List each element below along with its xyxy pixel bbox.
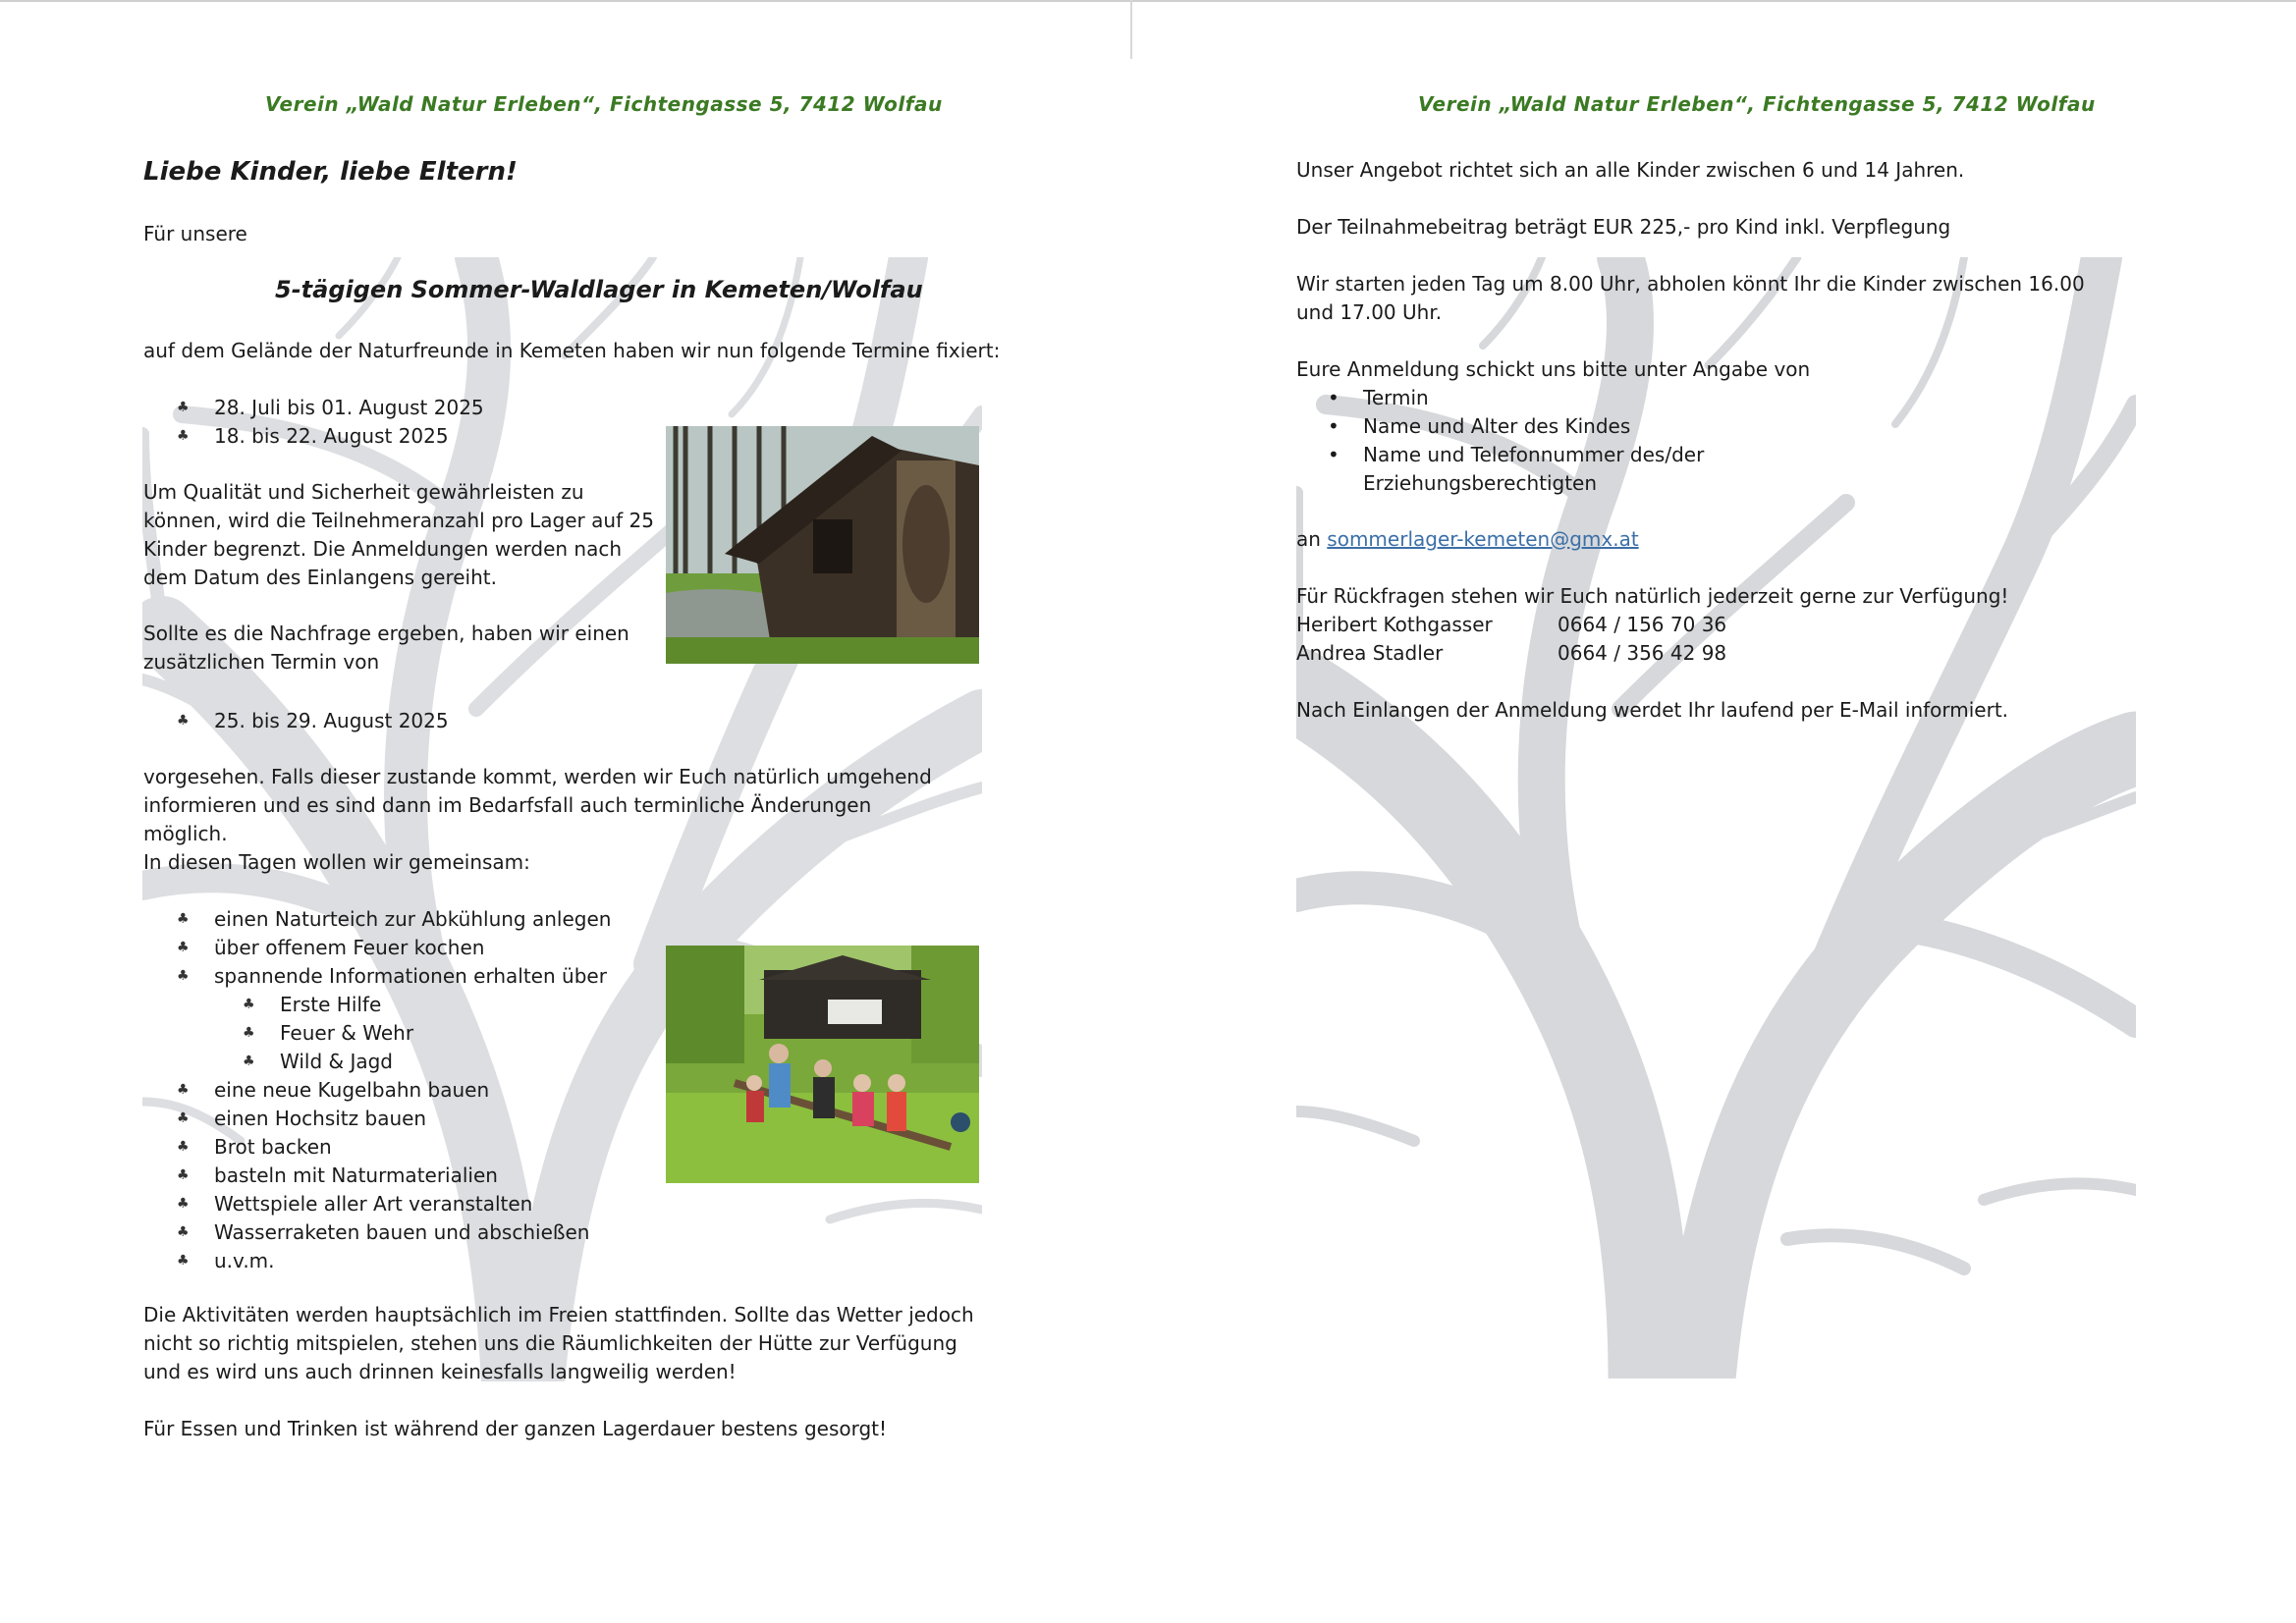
demand-text: Sollte es die Nachfrage ergeben, haben wir einen zusätzlichen Termin von xyxy=(143,622,629,674)
list-item: ♣ Feuer & Wehr xyxy=(177,1019,611,1048)
list-item: ♣ eine neue Kugelbahn bauen xyxy=(177,1076,611,1105)
location-text: auf dem Gelände der Naturfreunde in Kemeten haben wir nun folgende Termine fixiert: xyxy=(143,339,1001,362)
greeting-heading: Liebe Kinder, liebe Eltern! xyxy=(143,157,518,187)
bullet-icon: ♣ xyxy=(177,968,190,984)
list-item: ♣ 18. bis 22. August 2025 xyxy=(177,422,484,451)
bullet-icon: ♣ xyxy=(177,1224,190,1240)
right-page xyxy=(1149,0,2296,1623)
bullet-icon: ♣ xyxy=(177,911,190,927)
age-text: Unser Angebot richtet sich an alle Kinder zwischen 6 und 14 Jahren. xyxy=(1296,158,1965,182)
bullet-icon: ♣ xyxy=(177,1196,190,1212)
food-text: Für Essen und Trinken ist während der ganzen Lagerdauer bestens gesorgt! xyxy=(143,1417,888,1440)
list-item: ♣ Brot backen xyxy=(177,1133,611,1162)
list-item: • Name und Alter des Kindes xyxy=(1296,412,1827,441)
contact-phone: 0664 / 356 42 98 xyxy=(1558,641,1727,665)
list-item: ♣ 25. bis 29. August 2025 xyxy=(177,707,449,735)
activities-intro: In diesen Tagen wollen wir gemeinsam: xyxy=(143,850,530,874)
contact-phone: 0664 / 156 70 36 xyxy=(1558,613,1727,636)
registration-intro: Eure Anmeldung schickt uns bitte unter Angabe von xyxy=(1296,357,1811,381)
list-item: ♣ u.v.m. xyxy=(177,1247,611,1275)
children-playing-photo xyxy=(666,946,979,1183)
list-item: • Termin xyxy=(1296,384,1827,412)
list-item: ♣ 28. Juli bis 01. August 2025 xyxy=(177,394,484,422)
list-item: • Name und Telefonnummer des/der Erziehungsberechtigten xyxy=(1328,443,1705,495)
email-line xyxy=(1296,525,1639,554)
list-item: ♣ einen Naturteich zur Abkühlung anlegen xyxy=(177,905,611,934)
bullet-icon: ♣ xyxy=(243,997,255,1012)
list-item: ♣ spannende Informationen erhalten über xyxy=(177,962,611,991)
organization-header: Verein „Wald Natur Erleben“, Fichtengasse 5, 7412 Wolfau xyxy=(1418,92,2096,116)
list-item: ♣ Wild & Jagd xyxy=(177,1048,611,1076)
list-item: ♣ über offenem Feuer kochen xyxy=(177,934,611,962)
bullet-icon: • xyxy=(1328,386,1339,409)
extra-date-list xyxy=(177,707,449,735)
organization-header: Verein „Wald Natur Erleben“, Fichtengasse 5, 7412 Wolfau xyxy=(265,92,943,116)
contact-name: Heribert Kothgasser xyxy=(1296,613,1493,636)
camp-title: 5-tägigen Sommer-Waldlager in Kemeten/Wolfau xyxy=(275,276,923,303)
bullet-icon: ♣ xyxy=(177,1167,190,1183)
quality-text: Um Qualität und Sicherheit gewährleisten zu können, wird die Teilnehmeranzahl pro Lager auf 25 Kinder begrenzt. Die Anmeldungen werden nach dem Datum des Einlangens gereiht. xyxy=(143,480,654,589)
contact-row xyxy=(1296,639,1726,668)
list-item: ♣ basteln mit Naturmaterialien xyxy=(177,1162,611,1190)
bullet-icon: ♣ xyxy=(177,1253,190,1269)
bullet-icon: ♣ xyxy=(177,1110,190,1126)
times-text: Wir starten jeden Tag um 8.00 Uhr, abholen könnt Ihr die Kinder zwischen 16.00 und 17.00 Uhr. xyxy=(1296,272,2085,324)
fee-text: Der Teilnahmebeitrag beträgt EUR 225,- pro Kind inkl. Verpflegung xyxy=(1296,215,1951,239)
contact-name: Andrea Stadler xyxy=(1296,641,1444,665)
cabin-photo xyxy=(666,426,979,664)
info-text: Nach Einlangen der Anmeldung werdet Ihr laufend per E-Mail informiert. xyxy=(1296,698,2009,722)
list-item: ♣ Wasserraketen bauen und abschießen xyxy=(177,1218,611,1247)
intro-text: Für unsere xyxy=(143,222,247,245)
contact-row xyxy=(1296,611,1726,639)
email-link[interactable]: sommerlager-kemeten@gmx.at xyxy=(1327,527,1639,551)
bullet-icon: ♣ xyxy=(177,1082,190,1098)
list-item: ♣ Erste Hilfe xyxy=(177,991,611,1019)
planned-text: vorgesehen. Falls dieser zustande kommt, werden wir Euch natürlich umgehend informieren und es sind dann im Bedarfsfall auch terminliche Änderungen möglich. xyxy=(143,765,932,845)
bullet-icon: • xyxy=(1328,443,1339,466)
activities-list xyxy=(177,905,611,1275)
left-page xyxy=(0,0,1139,1623)
bullet-icon: ♣ xyxy=(177,940,190,955)
bullet-icon: ♣ xyxy=(177,713,190,729)
list-item: ♣ einen Hochsitz bauen xyxy=(177,1105,611,1133)
questions-text: Für Rückfragen stehen wir Euch natürlich jederzeit gerne zur Verfügung! xyxy=(1296,584,2009,608)
outdoor-text: Die Aktivitäten werden hauptsächlich im Freien stattfinden. Sollte das Wetter jedoch nicht so richtig mitspielen, stehen uns die Räumlichkeiten der Hütte zur Verfügung und es wird uns auch drinnen keinesfalls langweilig werden! xyxy=(143,1303,974,1383)
dates-list xyxy=(177,394,484,451)
registration-list xyxy=(1296,384,1827,498)
bullet-icon: ♣ xyxy=(177,428,190,444)
email-prefix: an xyxy=(1296,527,1321,551)
bullet-icon: • xyxy=(1328,414,1339,438)
bullet-icon: ♣ xyxy=(243,1054,255,1069)
bullet-icon: ♣ xyxy=(177,1139,190,1155)
bullet-icon: ♣ xyxy=(177,400,190,415)
bullet-icon: ♣ xyxy=(243,1025,255,1041)
list-item: ♣ Wettspiele aller Art veranstalten xyxy=(177,1190,611,1218)
